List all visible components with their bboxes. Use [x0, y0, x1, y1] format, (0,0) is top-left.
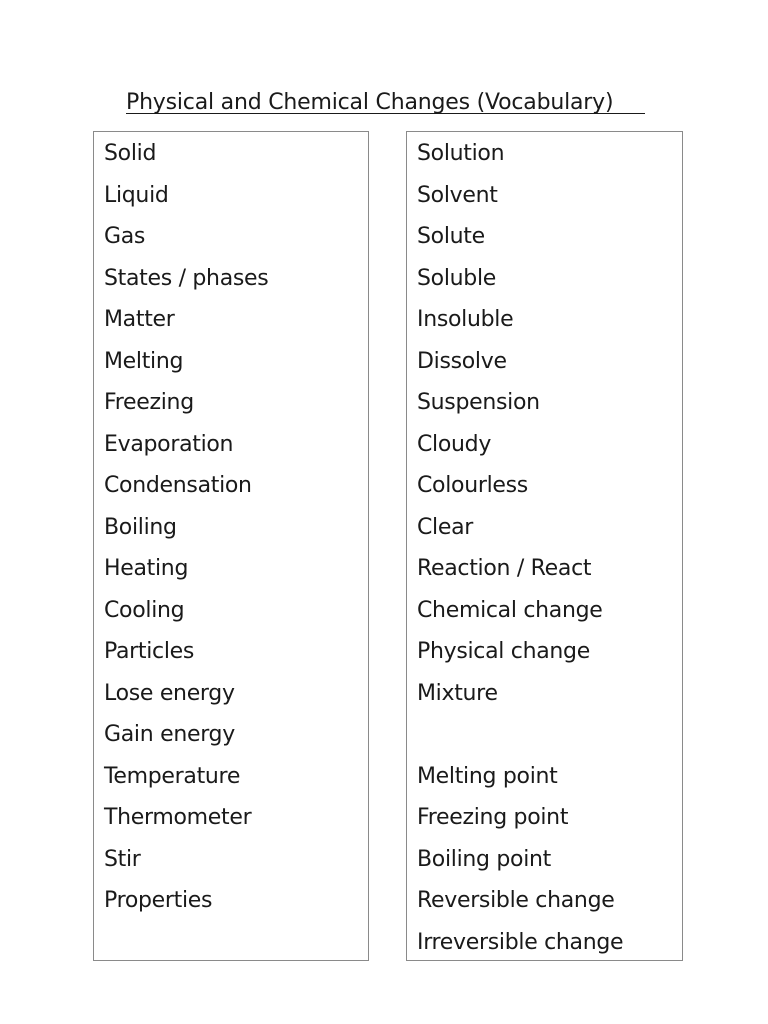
vocabulary-term: Colourless	[417, 473, 528, 498]
vocabulary-list-right	[417, 133, 623, 963]
vocabulary-term: Melting	[104, 348, 184, 374]
vocabulary-term: Evaporation	[104, 431, 234, 457]
vocabulary-term: Cooling	[104, 597, 185, 623]
vocabulary-term: Chemical change	[417, 597, 603, 623]
vocabulary-term: Heating	[104, 556, 189, 581]
title-underline	[126, 113, 645, 114]
vocabulary-term: Suspension	[417, 390, 540, 415]
vocabulary-box-left	[93, 131, 369, 961]
vocabulary-term: Clear	[417, 514, 474, 540]
vocabulary-term: Physical change	[417, 639, 590, 664]
vocabulary-term: Reversible change	[417, 888, 615, 913]
vocabulary-term: Soluble	[417, 265, 496, 291]
vocabulary-term: Stir	[104, 846, 141, 872]
vocabulary-term: Matter	[104, 307, 175, 332]
vocabulary-term: Solute	[417, 224, 485, 249]
vocabulary-term: Lose energy	[104, 680, 235, 706]
vocabulary-term: Condensation	[104, 473, 252, 498]
vocabulary-term: Boiling point	[417, 846, 551, 872]
vocabulary-term: Gas	[104, 224, 146, 249]
vocabulary-list-left	[104, 133, 268, 922]
vocabulary-term: Thermometer	[104, 805, 252, 830]
vocabulary-term: Freezing	[104, 390, 194, 415]
vocabulary-term: Cloudy	[417, 431, 492, 457]
vocabulary-term: Boiling	[104, 514, 177, 540]
vocabulary-spacer	[417, 714, 623, 756]
vocabulary-term: Melting point	[417, 763, 558, 789]
vocabulary-term: States / phases	[104, 265, 269, 291]
vocabulary-term: Particles	[104, 639, 195, 664]
vocabulary-term: Irreversible change	[417, 929, 624, 955]
vocabulary-term: Mixture	[417, 680, 498, 706]
vocabulary-term: Solvent	[417, 182, 498, 208]
vocabulary-box-right	[406, 131, 683, 961]
vocabulary-term: Solid	[104, 141, 157, 166]
vocabulary-term: Solution	[417, 141, 505, 166]
vocabulary-term: Freezing point	[417, 805, 569, 830]
vocabulary-term: Reaction / React	[417, 556, 592, 581]
vocabulary-term: Gain energy	[104, 722, 235, 747]
vocabulary-term: Properties	[104, 888, 213, 913]
vocabulary-term: Insoluble	[417, 307, 514, 332]
page-title: Physical and Chemical Changes (Vocabulary)	[126, 90, 614, 115]
vocabulary-term: Temperature	[104, 763, 241, 789]
vocabulary-term: Dissolve	[417, 348, 507, 374]
vocabulary-term: Liquid	[104, 182, 169, 208]
